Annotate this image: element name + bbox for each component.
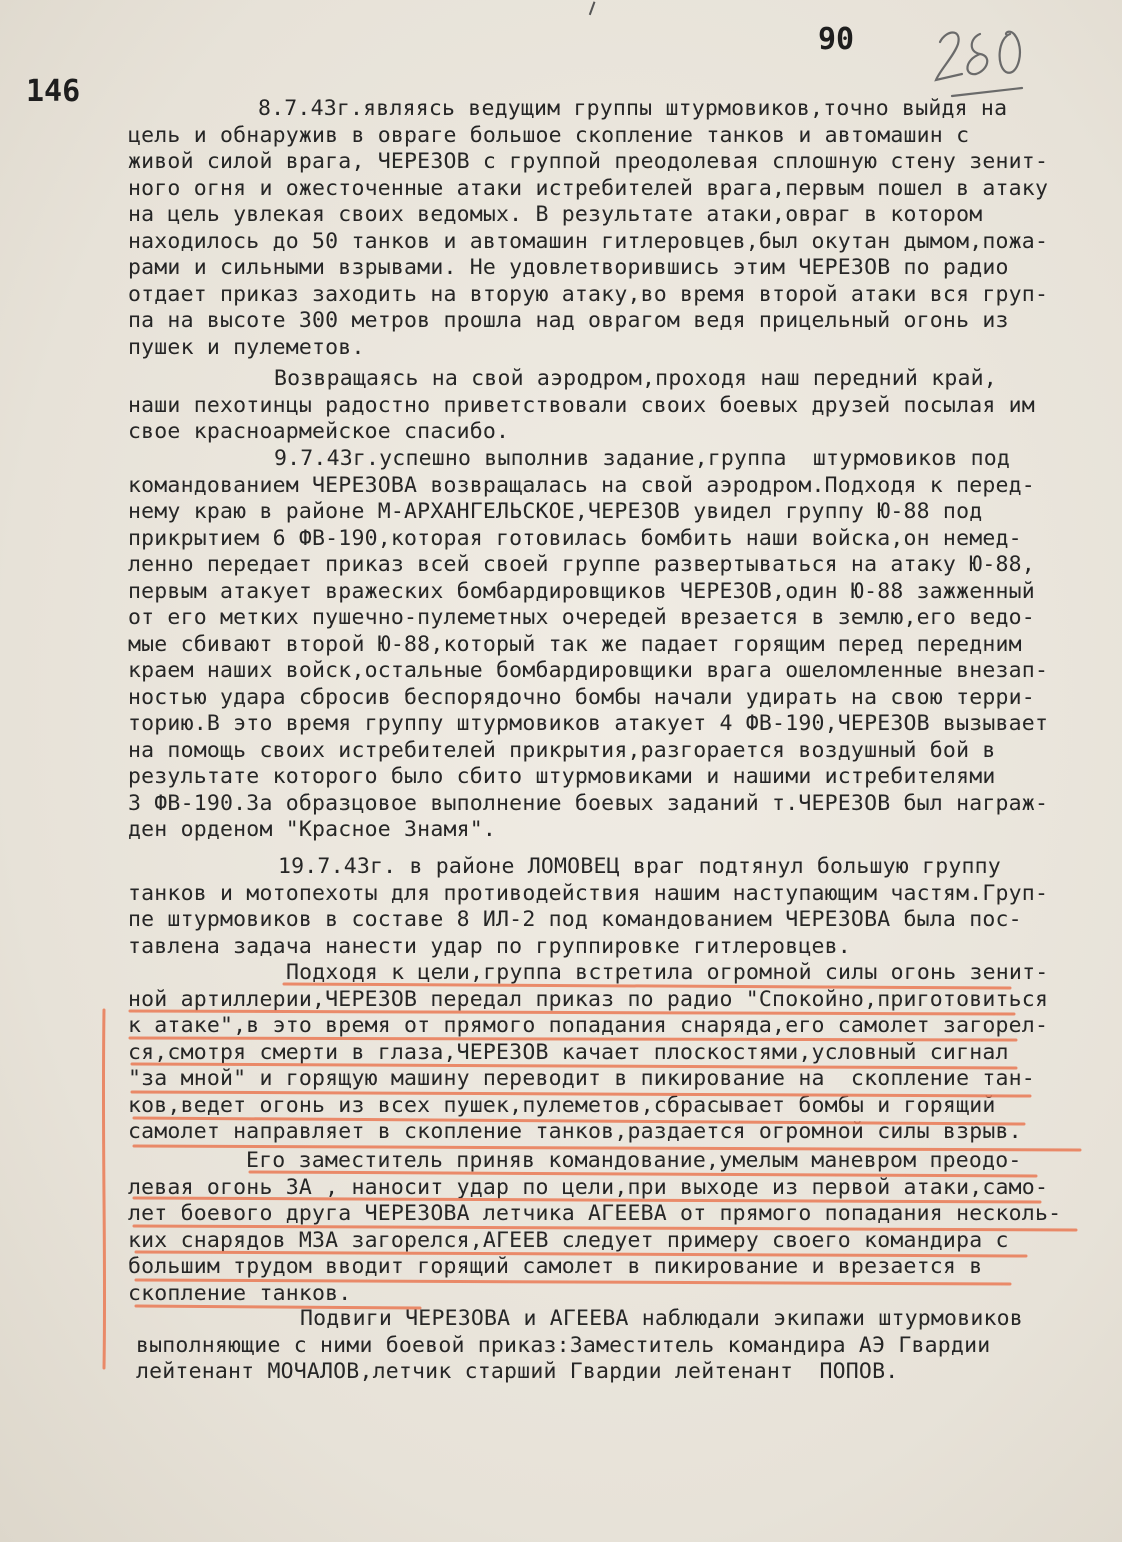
text-line: 8.7.43г.являясь ведущим группы штурмовиков,точно выйдя на [258,96,1008,121]
text-line: лет боевого друга ЧЕРЕЗОВА летчика АГЕЕВА от прямого попадания несколь- [128,1201,1062,1226]
text-line: большим трудом вводит горящий самолет в пикирование и врезается в [128,1254,983,1279]
paragraph-july-8 [128,96,1048,361]
text-line: торию.В это время группу штурмовиков атакует 4 ФВ-190,ЧЕРЕЗОВ вызывает [128,711,1049,736]
text-line: ностью удара сбросив беспорядочно бомбы начали удирать на свою терри- [128,684,1035,710]
text-line: пе штурмовиков в составе 8 ИЛ-2 под командованием ЧЕРЕЗОВА была пос- [128,907,1022,932]
text-line: мые сбивают второй Ю-88,который так же падает горящим перед передним [128,631,1022,657]
text-line: рами и сильными взрывами. Не удовлетворившись этим ЧЕРЕЗОВ по радио [128,255,1009,280]
text-line: первым атакует вражеских бомбардировщиков ЧЕРЕЗОВ,один Ю-88 зажженный [128,578,1035,604]
paragraph-july-19 [128,854,1048,960]
text-line: выполняющие с ними боевой приказ:Заместитель командира АЭ Гвардии [136,1332,991,1358]
text-line: лейтенант МОЧАЛОВ,летчик старший Гвардии лейтенант ПОПОВ. [136,1359,899,1384]
text-line: Подвиги ЧЕРЕЗОВА и АГЕЕВА наблюдали экипажи штурмовиков [300,1306,1023,1331]
text-line: командованием ЧЕРЕЗОВА возвращалась на свой аэродром.Подходя к перед- [128,472,1035,498]
text-line: наши пехотинцы радостно приветствовали своих боевых друзей посылая им [128,392,1035,418]
page-number: 90 [818,22,855,57]
text-line: 3 ФВ-190.За образцовое выполнение боевых заданий т.ЧЕРЕЗОВ был награж- [128,790,1049,816]
stray-mark [589,1,599,16]
paragraph-return [128,366,1035,446]
text-line: ков,ведет огонь из всех пушек,пулеметов,сбрасывает бомбы и горящий [128,1092,996,1118]
text-line: на помощь своих истребителей прикрытия,разгорается воздушный бой в [128,737,996,763]
text-line: от его метких пушечно-пулеметных очередей врезается в землю,его ведо- [128,605,1035,630]
text-line: отдает приказ заходить на вторую атаку,во время второй атаки вся груп- [128,281,1049,307]
text-line: ного огня и ожесточенные атаки истребителей врага,первым пошел в атаку [128,175,1049,201]
text-line: свое красноармейское спасибо. [128,419,510,444]
text-line: краем наших войск,остальные бомбардировщики врага ошеломленные внезап- [128,658,1049,683]
text-line: к атаке",в это время от прямого попадания снаряда,его самолет загорел- [128,1013,1049,1038]
text-line: ной артиллерии,ЧЕРЕЗОВ передал приказ по радио "Спокойно,приготовиться [128,986,1049,1012]
text-line: находилось до 50 танков и автомашин гитлеровцев,был окутан дымом,пожа- [128,228,1049,254]
paragraph-approach [128,960,1048,1146]
text-line: самолет направляет в скопление танков,раздается огромной силы взрыв. [128,1119,1022,1144]
text-line: пушек и пулеметов. [128,334,365,360]
text-line: "за мной" и горящую машину переводит в пикирование на скопление тан- [128,1066,1035,1091]
text-line: результате которого было сбито штурмовиками и нашими истребителями [128,764,996,789]
text-line: танков и мотопехоты для противодействия нашим наступающим частям.Груп- [128,880,1049,906]
text-line: ся,смотря смерти в глаза,ЧЕРЕЗОВ качает плоскостями,условный сигнал [128,1039,1009,1065]
text-line: 9.7.43г.успешно выполнив задание,группа штурмовиков под [274,446,1011,471]
text-line: Возвращаясь на свой аэродром,проходя наш передний край, [274,366,997,391]
text-line: Подходя к цели,группа встретила огромной силы огонь зенит- [286,960,1049,985]
margin-bar [103,1010,104,1368]
text-line: живой силой врага, ЧЕРЕЗОВ с группой преодолевая сплошную стену зенит- [128,149,1049,174]
text-line: 19.7.43г. в районе ЛОМОВЕЦ враг подтянул большую группу [278,854,1001,879]
archive-folio-number: 146 [26,74,81,109]
text-line: тавлена задача нанести удар по группировке гитлеровцев. [128,933,851,959]
paragraph-deputy [128,1148,1061,1307]
paragraph-july-9 [128,446,1048,844]
text-line: ких снарядов МЗА загорелся,АГЕЕВ следует примеру своего командира с [128,1227,1009,1253]
text-line: прикрытием 6 ФВ-190,которая готовилась бомбить наши войска,он немед- [128,525,1022,551]
paragraph-witnesses [136,1306,1023,1386]
text-line: на цель увлекая своих ведомых. В результате атаки,овраг в котором [128,202,983,227]
text-line: па на высоте 300 метров прошла над оврагом ведя прицельный огонь из [128,308,1009,333]
text-line: ден орденом "Красное Знамя". [128,817,497,842]
text-line: нему краю в районе М-АРХАНГЕЛЬСКОЕ,ЧЕРЕЗОВ увидел группу Ю-88 под [128,499,983,524]
text-line: левая огонь ЗА , наносит удар по цели,при выходе из первой атаки,само- [128,1174,1049,1200]
text-line: Его заместитель приняв командование,умелым маневром преодо- [246,1148,1022,1173]
text-line: ленно передает приказ всей своей группе развертываться на атаку Ю-88, [128,552,1035,577]
text-line: скопление танков. [128,1280,352,1306]
text-line: цель и обнаружив в овраге большое скопление танков и автомашин с [128,122,970,148]
